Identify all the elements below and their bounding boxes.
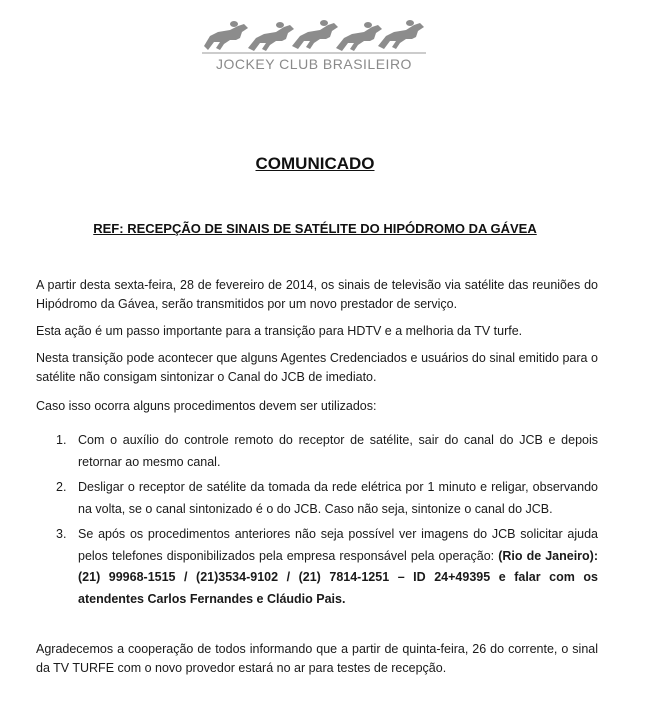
logo-text: JOCKEY CLUB BRASILEIRO: [216, 56, 412, 72]
list-item: [36, 430, 598, 473]
paragraph-hdtv: Esta ação é um passo importante para a transição para HDTV e a melhoria da TV turfe.: [36, 324, 523, 338]
jockey-club-logo: [196, 16, 432, 74]
document-title: COMUNICADO: [255, 154, 375, 173]
paragraph-closing: Agradecemos a cooperação de todos informando que a partir de quinta-feira, 26 do corrente, o sinal da TV TURFE com o novo provedor estará no ar para testes de recepção.: [36, 642, 598, 675]
list-item: [36, 477, 598, 520]
list-item-number: 3.: [56, 527, 67, 541]
list-item-text: Desligar o receptor de satélite da tomada da rede elétrica por 1 minuto e religar, observando na volta, se o canal sintonizado é o do JCB. Caso não seja, sintonize o canal do JCB.: [78, 480, 598, 516]
paragraph-procedures: Caso isso ocorra alguns procedimentos devem ser utilizados:: [36, 399, 377, 413]
document-body: [36, 276, 598, 686]
document-reference: REF: RECEPÇÃO DE SINAIS DE SATÉLITE DO HIPÓDROMO DA GÁVEA: [93, 221, 537, 236]
paragraph-intro: A partir desta sexta-feira, 28 de fevereiro de 2014, os sinais de televisão via satélite das reuniões do Hipódromo da Gávea, serão transmitidos por um novo prestador de serviço.: [36, 278, 598, 311]
contact-info: (Rio de Janeiro): (21) 99968-1515 / (21)3534-9102 / (21) 7814-1251 – ID 24+49395 e falar com os atendentes Carlos Fernandes e Cláudio Pais.: [78, 548, 599, 606]
paragraph-transition: Nesta transição pode acontecer que alguns Agentes Credenciados e usuários do sinal emitido para o satélite não consigam sintonizar o Canal do JCB de imediato.: [36, 351, 598, 384]
horses-silhouette-icon: [196, 16, 432, 56]
list-item: [36, 524, 598, 610]
list-item-text: Se após os procedimentos anteriores não seja possível ver imagens do JCB solicitar ajuda pelos telefones disponibilizados pela empresa responsável pela operação:: [78, 527, 598, 563]
list-item-text: Com o auxílio do controle remoto do receptor de satélite, sair do canal do JCB e depois retornar ao mesmo canal.: [78, 433, 598, 469]
list-item-number: 1.: [56, 433, 67, 447]
procedure-list: [36, 430, 598, 610]
list-item-number: 2.: [56, 480, 67, 494]
